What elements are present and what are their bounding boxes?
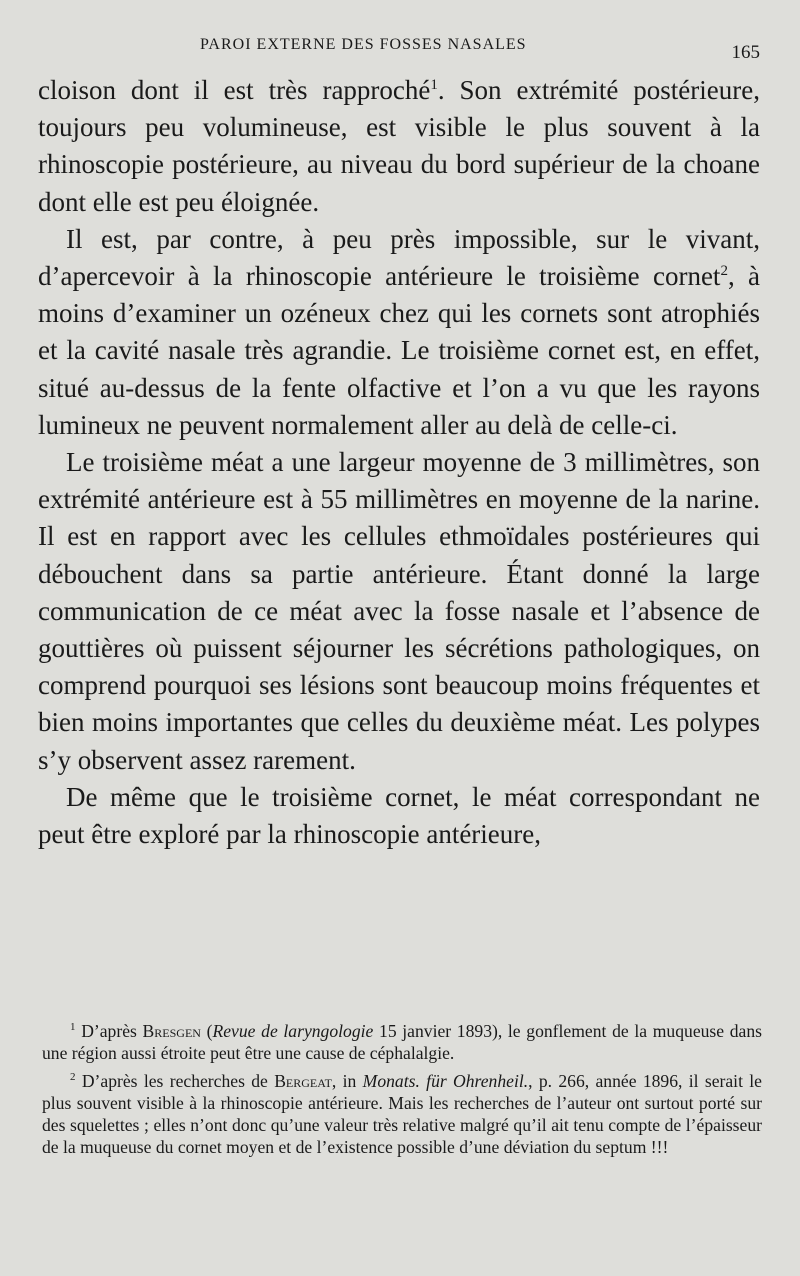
running-head: [40, 36, 760, 63]
footnote-2-author: Bergeat: [274, 1071, 332, 1091]
footnote-1-text-a: D’après: [81, 1021, 143, 1041]
footnotes: [42, 1020, 762, 1164]
paragraph-2: [38, 221, 760, 444]
footnote-2-text-b: , in: [331, 1071, 363, 1091]
footnote-1-author: Bresgen: [142, 1021, 201, 1041]
paragraph-1-text-b: . Son extrémité postérieure, toujours peu volumineuse, est visible le plus souvent à la rhinoscopie postérieure, au niveau du bord supérieur de la choane dont elle est peu éloignée.: [38, 75, 760, 217]
footnote-2-text-a: D’après les recherches de: [81, 1071, 275, 1091]
paragraph-2-text-b: , à moins d’examiner un ozéneux chez qui les cornets sont atrophiés et la cavité nasale très agrandie. Le troisième cornet est, en effet, situé au-dessus de la fente olfactive et l’on a vu que les rayons lumineux ne peuvent normalement aller au delà de celle-ci.: [38, 261, 760, 440]
footnote-1-journal: Revue de laryngologie: [212, 1021, 374, 1041]
paragraph-2-text-a: Il est, par contre, à peu près impossible, sur le vivant, d’apercevoir à la rhinoscopie antérieure le troisième cornet: [38, 223, 760, 292]
footnote-2-text-c: , p. 266, année 1896, il serait le plus souvent visible à la rhinoscopie antérieure. Mais les recherches de l’auteur ont surtout porté sur des squelettes ; elles n’ont donc qu’une valeur très relative malgré qu’il ait tenu compte de l’épaisseur de la muqueuse du cornet moyen et de l’existence possible d’une déviation du septum !!!: [42, 1071, 762, 1157]
page-number: 165: [731, 42, 760, 63]
footnote-ref-2: 2: [720, 263, 728, 280]
footnote-2: [42, 1070, 762, 1158]
footnote-1: [42, 1020, 762, 1064]
footnote-ref-1: 1: [430, 77, 438, 93]
paragraph-3: Le troisième méat a une largeur moyenne de 3 millimètres, son extrémité antérieure est à 55 millimètres en moyenne de la narine. Il est en rapport avec les cellules ethmoïdales postérieures qui débouchent dans sa partie antérieure. Étant donné la large communication de ce méat avec la fosse nasale et l’absence de gouttières où puissent séjourner les sécrétions pathologiques, on comprend pourquoi ses lésions sont beaucoup moins fréquentes et bien moins importantes que celles du deuxième méat. Les polypes s’y observent assez rarement.: [38, 447, 760, 775]
footnote-1-mark: 1: [70, 1021, 76, 1034]
footnote-1-text-c: 15 janvier 1893), le gonflement de la muqueuse dans une région aussi étroite peut être une cause de céphalalgie.: [42, 1021, 762, 1063]
running-head-title: PAROI EXTERNE DES FOSSES NASALES: [200, 36, 527, 53]
footnote-2-mark: 2: [70, 1071, 76, 1084]
footnote-1-text-b: (: [200, 1021, 213, 1041]
footnote-2-journal: Monats. für Ohrenheil.: [362, 1071, 529, 1091]
body-text: [38, 72, 760, 853]
paragraph-1: [38, 72, 760, 221]
paragraph-1-text-a: cloison dont il est très rapproché: [38, 75, 431, 105]
paragraph-4: De même que le troisième cornet, le méat correspondant ne peut être exploré par la rhinoscopie antérieure,: [38, 781, 760, 850]
